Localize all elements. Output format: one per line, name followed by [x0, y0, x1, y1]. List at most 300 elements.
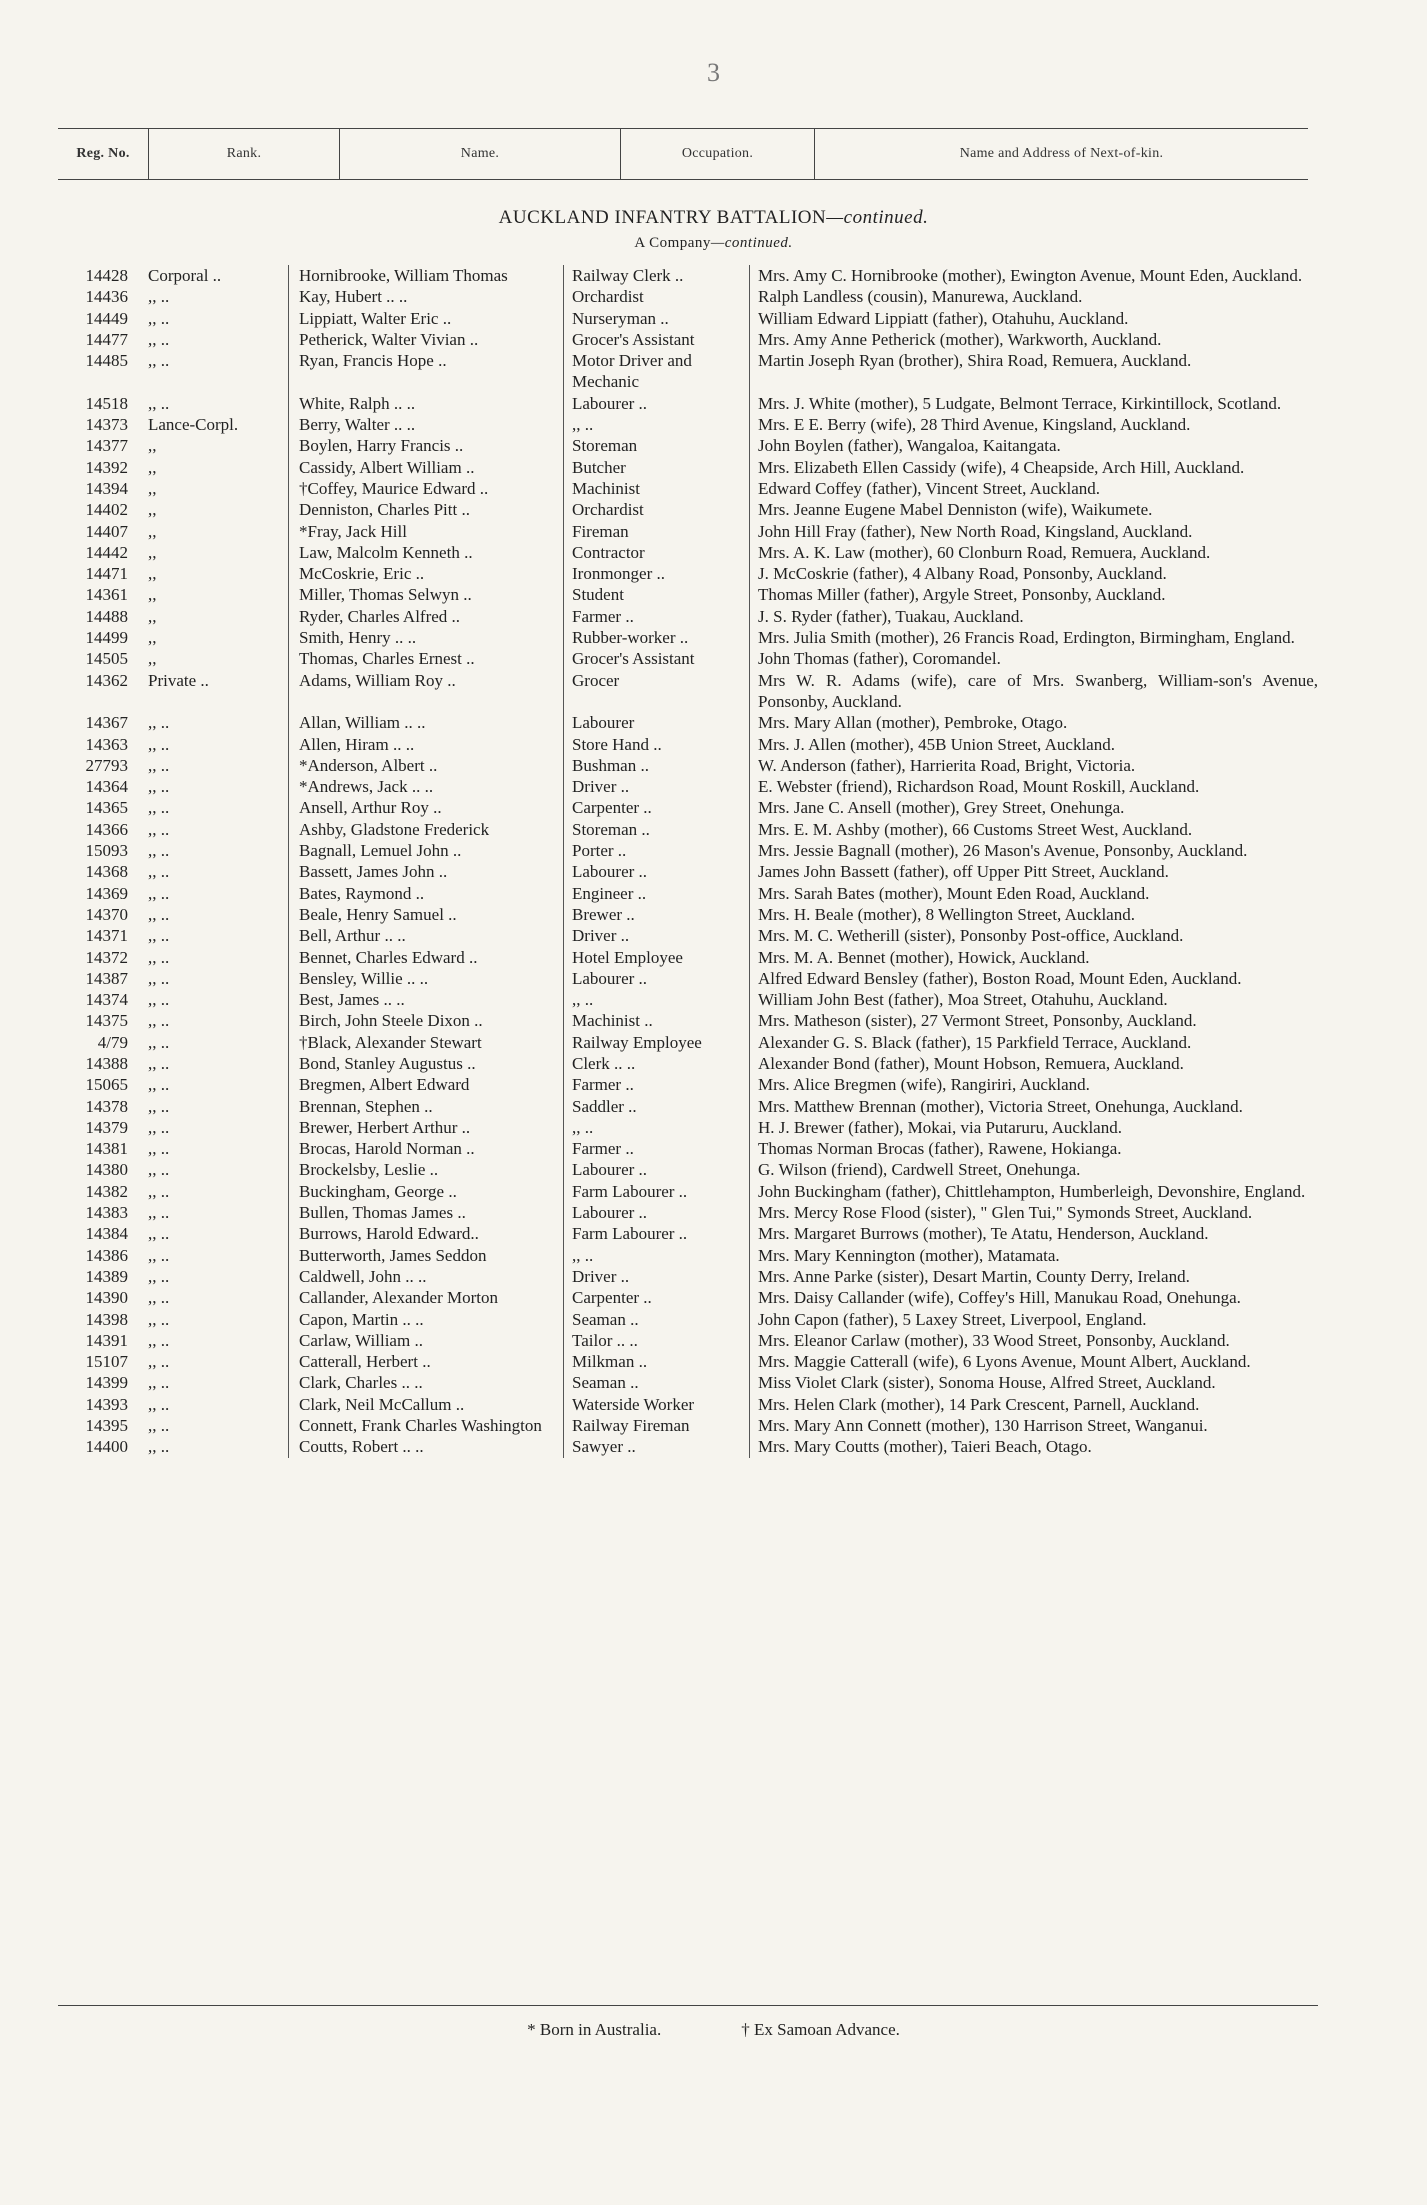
- name-cell: Bassett, James John ..: [288, 861, 563, 882]
- footnotes: [0, 2020, 1427, 2040]
- reg-no-cell: 14362: [85, 670, 128, 690]
- occupation-cell: Seaman ..: [563, 1309, 749, 1330]
- rank-cell: ,, ..: [148, 351, 170, 371]
- next-of-kin-cell: Alexander Bond (father), Mount Hobson, Remuera, Auckland.: [749, 1053, 1318, 1074]
- next-of-kin-cell: J. S. Ryder (father), Tuakau, Auckland.: [749, 606, 1318, 627]
- rank-cell: ,, ..: [148, 819, 170, 839]
- rank-cell: ,, ..: [148, 798, 170, 818]
- rank-cell: ,, ..: [148, 1288, 170, 1308]
- reg-no-cell: 14380: [85, 1160, 128, 1180]
- occupation-cell: Machinist ..: [563, 1010, 749, 1031]
- occupation-cell: Storeman ..: [563, 819, 749, 840]
- rank-cell: ,, ..: [148, 1053, 170, 1073]
- name-cell: Denniston, Charles Pitt ..: [288, 499, 563, 520]
- name-cell: Ryan, Francis Hope ..: [288, 350, 563, 393]
- rank-cell: ,,: [148, 521, 157, 541]
- table-row: [58, 499, 1318, 520]
- occupation-cell: ,, ..: [563, 414, 749, 435]
- rank-cell: ,, ..: [148, 1181, 170, 1201]
- rank-cell: ,, ..: [148, 883, 170, 903]
- reg-no-cell: 27793: [85, 755, 128, 775]
- name-cell: Brennan, Stephen ..: [288, 1096, 563, 1117]
- table-row: [58, 1330, 1318, 1351]
- reg-no-cell: 14371: [85, 926, 128, 946]
- reg-no-cell: 14384: [85, 1224, 128, 1244]
- rank-cell: ,, ..: [148, 713, 170, 733]
- rank-cell: ,, ..: [148, 947, 170, 967]
- table-row: [58, 1436, 1318, 1457]
- footnote-samoan: † Ex Samoan Advance.: [741, 2020, 900, 2039]
- next-of-kin-cell: Martin Joseph Ryan (brother), Shira Road, Remuera, Auckland.: [749, 350, 1318, 393]
- reg-no-cell: 14390: [85, 1288, 128, 1308]
- reg-no-cell: 14374: [85, 990, 128, 1010]
- subsection-title: [0, 235, 1427, 252]
- col-next-of-kin: Name and Address of Next-of-kin.: [959, 146, 1164, 161]
- table-row: [58, 1372, 1318, 1393]
- next-of-kin-cell: Mrs. Julia Smith (mother), 26 Francis Road, Erdington, Birmingham, England.: [749, 627, 1318, 648]
- next-of-kin-cell: Mrs. Helen Clark (mother), 14 Park Crescent, Parnell, Auckland.: [749, 1394, 1318, 1415]
- rank-cell: ,,: [148, 606, 157, 626]
- reg-no-cell: 14364: [85, 777, 128, 797]
- next-of-kin-cell: G. Wilson (friend), Cardwell Street, Onehunga.: [749, 1159, 1318, 1180]
- rank-cell: ,, ..: [148, 1352, 170, 1372]
- column-header: [58, 128, 1308, 180]
- name-cell: *Anderson, Albert ..: [288, 755, 563, 776]
- name-cell: Allan, William .. ..: [288, 712, 563, 733]
- name-cell: Lippiatt, Walter Eric ..: [288, 308, 563, 329]
- name-cell: Petherick, Walter Vivian ..: [288, 329, 563, 350]
- name-cell: †Black, Alexander Stewart: [288, 1032, 563, 1053]
- reg-no-cell: 14373: [85, 415, 128, 435]
- next-of-kin-cell: Mrs. Margaret Burrows (mother), Te Atatu, Henderson, Auckland.: [749, 1223, 1318, 1244]
- table-row: [58, 755, 1318, 776]
- table-row: [58, 542, 1318, 563]
- reg-no-cell: 14392: [85, 457, 128, 477]
- rank-cell: ,, ..: [148, 1245, 170, 1265]
- occupation-cell: Butcher: [563, 457, 749, 478]
- occupation-cell: Carpenter ..: [563, 797, 749, 818]
- table-row: [58, 1202, 1318, 1223]
- table-row: [58, 627, 1318, 648]
- reg-no-cell: 14518: [85, 393, 128, 413]
- reg-no-cell: 14368: [85, 862, 128, 882]
- reg-no-cell: 14394: [85, 478, 128, 498]
- name-cell: Bond, Stanley Augustus ..: [288, 1053, 563, 1074]
- name-cell: Law, Malcolm Kenneth ..: [288, 542, 563, 563]
- rank-cell: ,,: [148, 500, 157, 520]
- occupation-cell: Labourer ..: [563, 393, 749, 414]
- next-of-kin-cell: Ralph Landless (cousin), Manurewa, Auckland.: [749, 286, 1318, 307]
- table-row: [58, 584, 1318, 605]
- name-cell: Thomas, Charles Ernest ..: [288, 648, 563, 669]
- rank-cell: ,,: [148, 542, 157, 562]
- col-reg-no: Reg. No.: [58, 129, 149, 179]
- next-of-kin-cell: Mrs. J. White (mother), 5 Ludgate, Belmont Terrace, Kirkintillock, Scotland.: [749, 393, 1318, 414]
- next-of-kin-cell: Mrs. Mary Ann Connett (mother), 130 Harrison Street, Wanganui.: [749, 1415, 1318, 1436]
- rank-cell: ,, ..: [148, 841, 170, 861]
- rank-cell: ,, ..: [148, 1330, 170, 1350]
- reg-no-cell: 14388: [85, 1053, 128, 1073]
- name-cell: Butterworth, James Seddon: [288, 1245, 563, 1266]
- rank-cell: ,, ..: [148, 968, 170, 988]
- next-of-kin-cell: John Thomas (father), Coromandel.: [749, 648, 1318, 669]
- reg-no-cell: 14428: [85, 266, 128, 285]
- occupation-cell: Orchardist: [563, 286, 749, 307]
- name-cell: Beale, Henry Samuel ..: [288, 904, 563, 925]
- reg-no-cell: 14378: [85, 1096, 128, 1116]
- rank-cell: ,, ..: [148, 1203, 170, 1223]
- next-of-kin-cell: Mrs. Jeanne Eugene Mabel Denniston (wife), Waikumete.: [749, 499, 1318, 520]
- next-of-kin-cell: J. McCoskrie (father), 4 Albany Road, Ponsonby, Auckland.: [749, 563, 1318, 584]
- rank-cell: ,, ..: [148, 1160, 170, 1180]
- occupation-cell: Nurseryman ..: [563, 308, 749, 329]
- table-row: [58, 840, 1318, 861]
- next-of-kin-cell: Mrs. Mary Allan (mother), Pembroke, Otago.: [749, 712, 1318, 733]
- rank-cell: ,,: [148, 649, 157, 669]
- name-cell: Brockelsby, Leslie ..: [288, 1159, 563, 1180]
- next-of-kin-cell: James John Bassett (father), off Upper Pitt Street, Auckland.: [749, 861, 1318, 882]
- reg-no-cell: 14471: [85, 564, 128, 584]
- occupation-cell: Porter ..: [563, 840, 749, 861]
- reg-no-cell: 14442: [85, 542, 128, 562]
- next-of-kin-cell: Thomas Norman Brocas (father), Rawene, Hokianga.: [749, 1138, 1318, 1159]
- page-number: 3: [707, 58, 720, 87]
- rank-cell: ,, ..: [148, 926, 170, 946]
- table-row: [58, 1138, 1318, 1159]
- next-of-kin-cell: Mrs. J. Allen (mother), 45B Union Street, Auckland.: [749, 734, 1318, 755]
- reg-no-cell: 14402: [85, 500, 128, 520]
- occupation-cell: Labourer ..: [563, 968, 749, 989]
- reg-no-cell: 14381: [85, 1139, 128, 1159]
- occupation-cell: Rubber-worker ..: [563, 627, 749, 648]
- next-of-kin-cell: Mrs. Amy Anne Petherick (mother), Warkworth, Auckland.: [749, 329, 1318, 350]
- occupation-cell: Labourer ..: [563, 861, 749, 882]
- occupation-cell: Orchardist: [563, 499, 749, 520]
- table-row: [58, 819, 1318, 840]
- occupation-cell: Farm Labourer ..: [563, 1223, 749, 1244]
- reg-no-cell: 14398: [85, 1309, 128, 1329]
- occupation-cell: Ironmonger ..: [563, 563, 749, 584]
- rank-cell: ,,: [148, 628, 157, 648]
- occupation-cell: Labourer ..: [563, 1159, 749, 1180]
- occupation-cell: Grocer: [563, 670, 749, 713]
- rank-cell: ,, ..: [148, 1416, 170, 1436]
- next-of-kin-cell: Edward Coffey (father), Vincent Street, Auckland.: [749, 478, 1318, 499]
- name-cell: Clark, Neil McCallum ..: [288, 1394, 563, 1415]
- table-row: [58, 265, 1318, 286]
- name-cell: Connett, Frank Charles Washington: [288, 1415, 563, 1436]
- occupation-cell: Milkman ..: [563, 1351, 749, 1372]
- next-of-kin-cell: Mrs. E. M. Ashby (mother), 66 Customs Street West, Auckland.: [749, 819, 1318, 840]
- occupation-cell: Farmer ..: [563, 606, 749, 627]
- occupation-cell: Grocer's Assistant: [563, 329, 749, 350]
- reg-no-cell: 14372: [85, 947, 128, 967]
- occupation-cell: ,, ..: [563, 1245, 749, 1266]
- name-cell: Bullen, Thomas James ..: [288, 1202, 563, 1223]
- reg-no-cell: 14363: [85, 734, 128, 754]
- next-of-kin-cell: William John Best (father), Moa Street, Otahuhu, Auckland.: [749, 989, 1318, 1010]
- occupation-cell: Driver ..: [563, 776, 749, 797]
- table-row: [58, 1032, 1318, 1053]
- occupation-cell: Contractor: [563, 542, 749, 563]
- table-row: [58, 1266, 1318, 1287]
- reg-no-cell: 14449: [85, 308, 128, 328]
- table-row: [58, 1096, 1318, 1117]
- occupation-cell: Driver ..: [563, 1266, 749, 1287]
- next-of-kin-cell: Mrs. Jessie Bagnall (mother), 26 Mason's Avenue, Ponsonby, Auckland.: [749, 840, 1318, 861]
- name-cell: Buckingham, George ..: [288, 1181, 563, 1202]
- next-of-kin-cell: Mrs. H. Beale (mother), 8 Wellington Street, Auckland.: [749, 904, 1318, 925]
- occupation-cell: Railway Fireman: [563, 1415, 749, 1436]
- reg-no-cell: 14377: [85, 436, 128, 456]
- table-row: [58, 1351, 1318, 1372]
- next-of-kin-cell: Alexander G. S. Black (father), 15 Parkfield Terrace, Auckland.: [749, 1032, 1318, 1053]
- rank-cell: ,,: [148, 436, 157, 456]
- occupation-cell: Waterside Worker: [563, 1394, 749, 1415]
- occupation-cell: Driver ..: [563, 925, 749, 946]
- next-of-kin-cell: Mrs W. R. Adams (wife), care of Mrs. Swanberg, William-son's Avenue, Ponsonby, Auckland.: [749, 670, 1318, 713]
- occupation-cell: Bushman ..: [563, 755, 749, 776]
- next-of-kin-cell: Mrs. Matthew Brennan (mother), Victoria Street, Onehunga, Auckland.: [749, 1096, 1318, 1117]
- reg-no-cell: 14361: [85, 585, 128, 605]
- name-cell: Cassidy, Albert William ..: [288, 457, 563, 478]
- table-row: [58, 1074, 1318, 1095]
- next-of-kin-cell: John Hill Fray (father), New North Road, Kingsland, Auckland.: [749, 521, 1318, 542]
- reg-no-cell: 14485: [85, 351, 128, 371]
- rank-cell: ,, ..: [148, 329, 170, 349]
- reg-no-cell: 14379: [85, 1117, 128, 1137]
- table-row: [58, 904, 1318, 925]
- occupation-cell: Student: [563, 584, 749, 605]
- rank-cell: ,,: [148, 457, 157, 477]
- table-row: [58, 521, 1318, 542]
- table-row: [58, 1309, 1318, 1330]
- next-of-kin-cell: Mrs. Mary Coutts (mother), Taieri Beach, Otago.: [749, 1436, 1318, 1457]
- occupation-cell: Tailor .. ..: [563, 1330, 749, 1351]
- reg-no-cell: 4/79: [97, 1032, 128, 1052]
- occupation-cell: Fireman: [563, 521, 749, 542]
- table-row: [58, 1159, 1318, 1180]
- table-row: [58, 989, 1318, 1010]
- name-cell: Hornibrooke, William Thomas: [288, 265, 563, 286]
- name-cell: Bell, Arthur .. ..: [288, 925, 563, 946]
- name-cell: Bregmen, Albert Edward: [288, 1074, 563, 1095]
- next-of-kin-cell: Mrs. A. K. Law (mother), 60 Clonburn Road, Remuera, Auckland.: [749, 542, 1318, 563]
- occupation-cell: Machinist: [563, 478, 749, 499]
- table-row: [58, 563, 1318, 584]
- rank-cell: ,, ..: [148, 990, 170, 1010]
- reg-no-cell: 14386: [85, 1245, 128, 1265]
- occupation-cell: Farmer ..: [563, 1138, 749, 1159]
- next-of-kin-cell: Mrs. M. C. Wetherill (sister), Ponsonby Post-office, Auckland.: [749, 925, 1318, 946]
- name-cell: Clark, Charles .. ..: [288, 1372, 563, 1393]
- table-row: [58, 1053, 1318, 1074]
- rank-cell: Private ..: [148, 670, 209, 690]
- reg-no-cell: 14477: [85, 329, 128, 349]
- table-row: [58, 1181, 1318, 1202]
- name-cell: Ryder, Charles Alfred ..: [288, 606, 563, 627]
- reg-no-cell: 14365: [85, 798, 128, 818]
- name-cell: Capon, Martin .. ..: [288, 1309, 563, 1330]
- rank-cell: ,, ..: [148, 1032, 170, 1052]
- occupation-cell: Saddler ..: [563, 1096, 749, 1117]
- section-title: [0, 207, 1427, 229]
- occupation-cell: Labourer: [563, 712, 749, 733]
- reg-no-cell: 14389: [85, 1266, 128, 1286]
- table-row: [58, 648, 1318, 669]
- next-of-kin-cell: Mrs. Mary Kennington (mother), Matamata.: [749, 1245, 1318, 1266]
- subsection-title-text: A Company: [634, 235, 711, 251]
- footnote-born-australia: * Born in Australia.: [527, 2020, 662, 2039]
- name-cell: White, Ralph .. ..: [288, 393, 563, 414]
- next-of-kin-cell: Alfred Edward Bensley (father), Boston Road, Mount Eden, Auckland.: [749, 968, 1318, 989]
- name-cell: Birch, John Steele Dixon ..: [288, 1010, 563, 1031]
- name-cell: Allen, Hiram .. ..: [288, 734, 563, 755]
- rank-cell: ,, ..: [148, 862, 170, 882]
- table-row: [58, 883, 1318, 904]
- rank-cell: ,, ..: [148, 1309, 170, 1329]
- name-cell: Adams, William Roy ..: [288, 670, 563, 713]
- name-cell: *Fray, Jack Hill: [288, 521, 563, 542]
- reg-no-cell: 14399: [85, 1373, 128, 1393]
- name-cell: Burrows, Harold Edward..: [288, 1223, 563, 1244]
- rank-cell: ,, ..: [148, 904, 170, 924]
- table-row: [58, 1117, 1318, 1138]
- col-rank: Rank.: [149, 129, 340, 179]
- occupation-cell: Store Hand ..: [563, 734, 749, 755]
- table-row: [58, 329, 1318, 350]
- roll-table: [58, 265, 1318, 1458]
- table-row: [58, 1245, 1318, 1266]
- name-cell: Ansell, Arthur Roy ..: [288, 797, 563, 818]
- next-of-kin-cell: Mrs. Eleanor Carlaw (mother), 33 Wood Street, Ponsonby, Auckland.: [749, 1330, 1318, 1351]
- occupation-cell: Railway Employee: [563, 1032, 749, 1053]
- next-of-kin-cell: William Edward Lippiatt (father), Otahuhu, Auckland.: [749, 308, 1318, 329]
- occupation-cell: Clerk .. ..: [563, 1053, 749, 1074]
- next-of-kin-cell: John Buckingham (father), Chittlehampton, Humberleigh, Devonshire, England.: [749, 1181, 1318, 1202]
- reg-no-cell: 14366: [85, 819, 128, 839]
- reg-no-cell: 14391: [85, 1330, 128, 1350]
- occupation-cell: ,, ..: [563, 1117, 749, 1138]
- next-of-kin-cell: Mrs. Daisy Callander (wife), Coffey's Hill, Manukau Road, Onehunga.: [749, 1287, 1318, 1308]
- occupation-cell: Brewer ..: [563, 904, 749, 925]
- rank-cell: ,, ..: [148, 1139, 170, 1159]
- name-cell: Best, James .. ..: [288, 989, 563, 1010]
- name-cell: Callander, Alexander Morton: [288, 1287, 563, 1308]
- table-row: [58, 414, 1318, 435]
- reg-no-cell: 14499: [85, 628, 128, 648]
- next-of-kin-cell: Mrs. Mercy Rose Flood (sister), " Glen Tui," Symonds Street, Auckland.: [749, 1202, 1318, 1223]
- next-of-kin-cell: John Capon (father), 5 Laxey Street, Liverpool, England.: [749, 1309, 1318, 1330]
- section-title-text: AUCKLAND INFANTRY BATTALION: [498, 207, 827, 228]
- reg-no-cell: 14375: [85, 1011, 128, 1031]
- rank-cell: ,, ..: [148, 755, 170, 775]
- rank-cell: ,,: [148, 585, 157, 605]
- table-row: [58, 1223, 1318, 1244]
- reg-no-cell: 14393: [85, 1394, 128, 1414]
- rank-cell: ,, ..: [148, 1117, 170, 1137]
- table-row: [58, 712, 1318, 733]
- rank-cell: ,,: [148, 478, 157, 498]
- subsection-continued: —continued.: [710, 235, 793, 251]
- rank-cell: ,, ..: [148, 1373, 170, 1393]
- table-row: [58, 393, 1318, 414]
- table-row: [58, 435, 1318, 456]
- rank-cell: ,, ..: [148, 1224, 170, 1244]
- next-of-kin-cell: John Boylen (father), Wangaloa, Kaitangata.: [749, 435, 1318, 456]
- rank-cell: ,, ..: [148, 287, 170, 307]
- rank-cell: ,, ..: [148, 1266, 170, 1286]
- occupation-cell: ,, ..: [563, 989, 749, 1010]
- name-cell: Bagnall, Lemuel John ..: [288, 840, 563, 861]
- rank-cell: ,, ..: [148, 734, 170, 754]
- table-row: [58, 606, 1318, 627]
- occupation-cell: Farm Labourer ..: [563, 1181, 749, 1202]
- name-cell: Bates, Raymond ..: [288, 883, 563, 904]
- table-row: [58, 457, 1318, 478]
- name-cell: Brocas, Harold Norman ..: [288, 1138, 563, 1159]
- name-cell: †Coffey, Maurice Edward ..: [288, 478, 563, 499]
- occupation-cell: Hotel Employee: [563, 947, 749, 968]
- name-cell: Miller, Thomas Selwyn ..: [288, 584, 563, 605]
- reg-no-cell: 14369: [85, 883, 128, 903]
- rank-cell: ,, ..: [148, 1096, 170, 1116]
- table-row: [58, 478, 1318, 499]
- rank-cell: ,, ..: [148, 1394, 170, 1414]
- rank-cell: ,, ..: [148, 1011, 170, 1031]
- name-cell: Coutts, Robert .. ..: [288, 1436, 563, 1457]
- rank-cell: Corporal ..: [148, 266, 222, 285]
- occupation-cell: Engineer ..: [563, 883, 749, 904]
- next-of-kin-cell: Mrs. Elizabeth Ellen Cassidy (wife), 4 Cheapside, Arch Hill, Auckland.: [749, 457, 1318, 478]
- table-row: [58, 1287, 1318, 1308]
- reg-no-cell: 14370: [85, 904, 128, 924]
- next-of-kin-cell: Miss Violet Clark (sister), Sonoma House, Alfred Street, Auckland.: [749, 1372, 1318, 1393]
- occupation-cell: Farmer ..: [563, 1074, 749, 1095]
- table-row: [58, 925, 1318, 946]
- next-of-kin-cell: E. Webster (friend), Richardson Road, Mount Roskill, Auckland.: [749, 776, 1318, 797]
- table-row: [58, 734, 1318, 755]
- next-of-kin-cell: Mrs. M. A. Bennet (mother), Howick, Auckland.: [749, 947, 1318, 968]
- occupation-cell: Grocer's Assistant: [563, 648, 749, 669]
- table-row: [58, 670, 1318, 713]
- rank-cell: ,, ..: [148, 308, 170, 328]
- name-cell: Kay, Hubert .. ..: [288, 286, 563, 307]
- name-cell: Smith, Henry .. ..: [288, 627, 563, 648]
- reg-no-cell: 14382: [85, 1181, 128, 1201]
- table-row: [58, 968, 1318, 989]
- reg-no-cell: 15107: [85, 1352, 128, 1372]
- name-cell: Caldwell, John .. ..: [288, 1266, 563, 1287]
- reg-no-cell: 14367: [85, 713, 128, 733]
- name-cell: Catterall, Herbert ..: [288, 1351, 563, 1372]
- table-row: [58, 1010, 1318, 1031]
- reg-no-cell: 14387: [85, 968, 128, 988]
- reg-no-cell: 14505: [85, 649, 128, 669]
- next-of-kin-cell: Mrs. Jane C. Ansell (mother), Grey Street, Onehunga.: [749, 797, 1318, 818]
- reg-no-cell: 14395: [85, 1416, 128, 1436]
- rank-cell: Lance-Corpl.: [148, 415, 239, 435]
- name-cell: Boylen, Harry Francis ..: [288, 435, 563, 456]
- reg-no-cell: 14400: [85, 1437, 128, 1457]
- name-cell: Ashby, Gladstone Frederick: [288, 819, 563, 840]
- table-row: [58, 1415, 1318, 1436]
- reg-no-cell: 15093: [85, 841, 128, 861]
- next-of-kin-cell: Mrs. Sarah Bates (mother), Mount Eden Road, Auckland.: [749, 883, 1318, 904]
- rank-cell: ,, ..: [148, 393, 170, 413]
- rank-cell: ,,: [148, 564, 157, 584]
- name-cell: Carlaw, William ..: [288, 1330, 563, 1351]
